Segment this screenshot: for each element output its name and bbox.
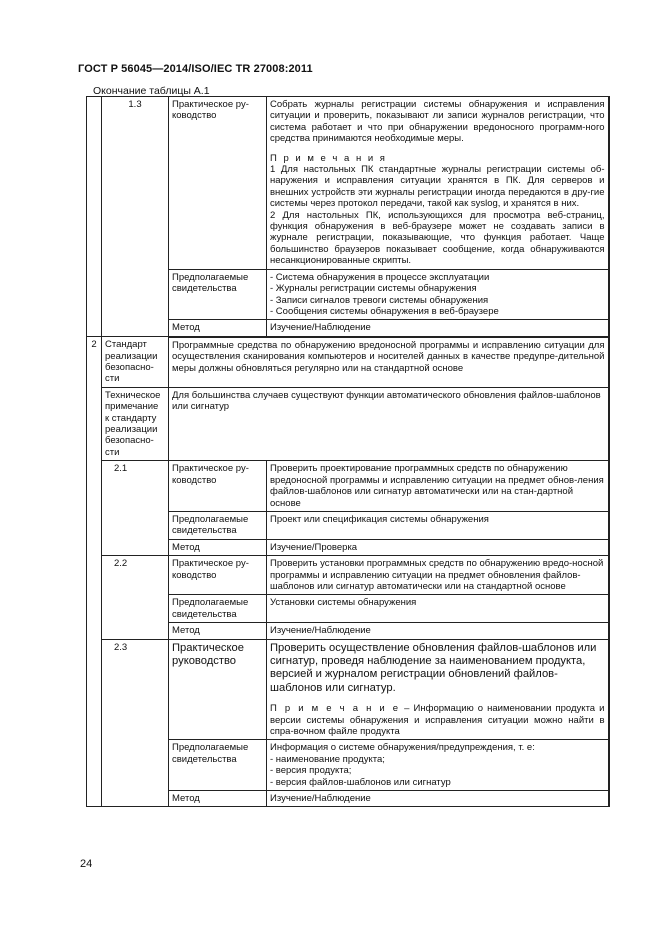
row-label: Предполагаемые свидетельства xyxy=(169,269,267,320)
empty-cell xyxy=(87,97,102,337)
row-label: Предполагаемые свидетельства xyxy=(169,595,267,623)
row-label: Практическое ру-ководство xyxy=(169,97,267,270)
row-label: Метод xyxy=(169,623,267,639)
evidence-list: - Система обнаружения в процессе эксплуатации - Журналы регистрации системы обнаружения - Записи сигналов тревоги системы обнаружения - Сообщения системы обнаружения в веб-браузере xyxy=(267,269,609,320)
item-id: 2.3 xyxy=(102,639,169,807)
row-label: Метод xyxy=(169,320,267,337)
table-row xyxy=(87,556,609,595)
guidance-text: Проверить осуществление обновления файлов-шаблонов или сигнатур, проведя наблюдение за наименованием продукта, версией и журналом регистрации обновлений файлов-шаблонов или сигнатур. П р и м е ч а н и е – Информацию о наименовании продукта и версии системы обнаружения и исправления ситуации можно найти в спра-вочном файле продукта xyxy=(267,639,609,740)
table-row xyxy=(87,639,609,740)
row-label: Метод xyxy=(169,539,267,555)
standard-text: Программные средства по обнаружению вредоносной программы и исправлению ситуации для осуществления сканирования компьютеров и носителей данных в качестве предупре-дительной меры должны обновляться регулярно или на стандартной основе xyxy=(169,337,609,388)
item-id: 1.3 xyxy=(102,97,169,337)
table-row xyxy=(87,461,609,512)
method-value: Изучение/Наблюдение xyxy=(267,791,609,807)
row-label: Метод xyxy=(169,791,267,807)
evidence-value: Проект или спецификация системы обнаружения xyxy=(267,511,609,539)
row-label: Практическое ру-ководство xyxy=(169,556,267,595)
row-label: Практическое руководство xyxy=(169,639,267,740)
row-label: Предполагаемые свидетельства xyxy=(169,740,267,791)
note-title: П р и м е ч а н и е xyxy=(270,703,401,715)
row-label: Практическое ру-ководство xyxy=(169,461,267,512)
table-caption: Окончание таблицы А.1 xyxy=(93,85,210,97)
row-label: Техническое примечание к стандарту реализации безопасно-сти xyxy=(102,387,169,460)
method-value: Изучение/Наблюдение xyxy=(267,320,609,337)
evidence-value: Установки системы обнаружения xyxy=(267,595,609,623)
item-id: 2.1 xyxy=(102,461,169,556)
table-row xyxy=(87,337,609,388)
technical-note-text: Для большинства случаев существуют функции автоматического обновления файлов-шаблонов или сигнатур xyxy=(169,387,609,460)
evidence-list: Информация о системе обнаружения/предупреждения, т. е: - наименование продукта; - версия продукта; - версия файлов-шаблонов или сигнатур xyxy=(267,740,609,791)
page-number: 24 xyxy=(80,858,93,870)
item-id: 2.2 xyxy=(102,556,169,639)
row-label: Стандарт реализации безопасно-сти xyxy=(102,337,169,388)
section-number: 2 xyxy=(87,337,102,807)
method-value: Изучение/Проверка xyxy=(267,539,609,555)
note-text: – Информацию о наименовании продукта и версии системы обнаружения и исправления ситуации можно найти в спра-вочном файле продукта xyxy=(270,703,605,737)
table-row xyxy=(87,97,609,270)
document-code: ГОСТ Р 56045—2014/ISO/IEC TR 27008:2011 xyxy=(78,63,313,75)
method-value: Изучение/Наблюдение xyxy=(267,623,609,639)
guidance-text: Проверить проектирование программных средств по обнаружению вредоносной программы и исправлению ситуации на предмет обнов-ления файлов-шаблонов или сигнатур автоматически или на стан-дартной основе xyxy=(267,461,609,512)
row-label: Предполагаемые свидетельства xyxy=(169,511,267,539)
guidance-text: Проверить установки программных средств по обнаружению вредо-носной программы и исправлению ситуации на предмет обновления файлов-шаблонов или сигнатур автоматически или на стандартной основе xyxy=(267,556,609,595)
table-row xyxy=(87,387,609,460)
guidance-text: Собрать журналы регистрации системы обнаружения и исправления ситуации и проверить, показывают ли записи журналов регистрации, что система работает и что при обнаружении вредоносного программ-ного средства принимаются необходимые меры. П р и м е ч а н и я 1 Для настольных ПК стандартные журналы регистрации системы об-наружения и исправления ситуации хранятся в ПК. Для серверов и внешних устройств эти журналы регистрации иногда передаются в дру-гие системы через протокол передачи, такой как syslog, и хранятся в них. 2 Для настольных ПК, использующихся для просмотра веб-страниц, функция обнаружения в веб-браузере может не создавать записи в журнале регистрации, показывающие, что функция работает. Чаще большинство браузеров показывает сообщение, когда обнаруживаются несанкционированные скрипты. xyxy=(267,97,609,270)
audit-table xyxy=(86,96,610,807)
